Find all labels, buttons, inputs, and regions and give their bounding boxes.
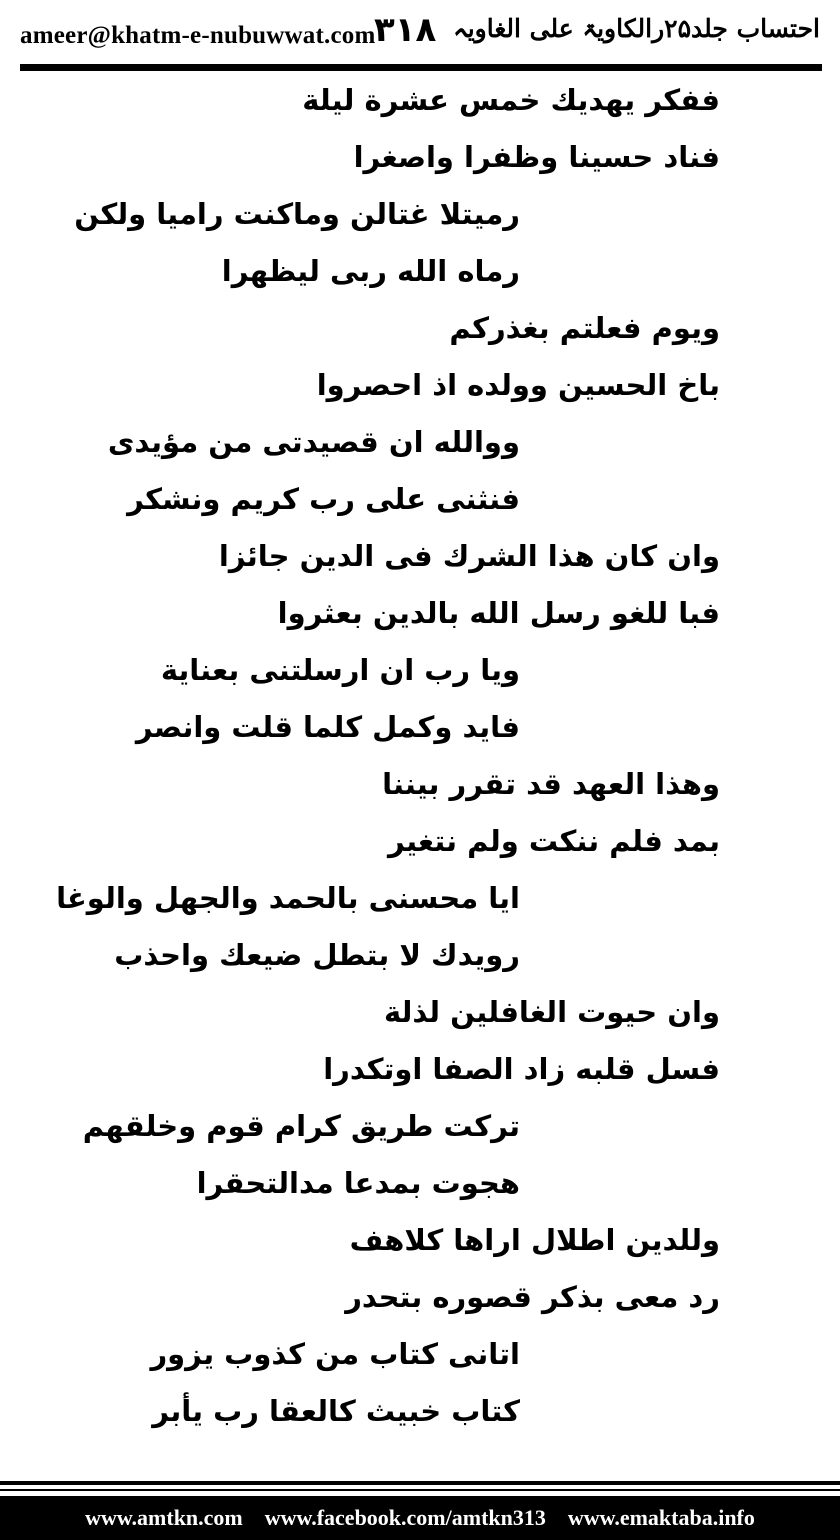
verse-line: هجوت بمدعا مدالتحقرا [196,1166,520,1200]
verse-line: ففكر يهديك خمس عشرة ليلة [302,83,720,117]
footer-link-emaktaba[interactable]: www.emaktaba.info [567,1505,755,1530]
footer-links-bar [0,1496,840,1540]
header-email[interactable]: ameer@khatm-e-nubuwwat.com [20,22,376,49]
verse-line: ايا محسنى بالحمد والجهل والوغا [56,881,520,915]
footer-divider-thin [0,1489,840,1491]
verse-line: باخ الحسين وولده اذ احصروا [316,368,720,402]
footer-link-facebook[interactable]: www.facebook.com/amtkn313 [264,1505,546,1530]
verse-line: رماه الله ربى ليظهرا [221,254,520,288]
verse-line: فناد حسينا وظفرا واصغرا [353,140,720,174]
verse-line: ووالله ان قصيدتى من مؤيدى [107,425,520,459]
verse-line: رميتلا غتالن وماكنت راميا ولكن [74,197,520,231]
page-header [0,0,840,70]
header-divider [20,64,822,71]
verse-line: بمد فلم ننكت ولم نتغير [388,824,720,858]
verse-line: اتانى كتاب من كذوب يزور [150,1337,520,1371]
verse-line: وهذا العهد قد تقرر بيننا [382,767,720,801]
page-number: ۳۱۸ [374,10,437,50]
verse-line: تركت طريق كرام قوم وخلقهم [82,1109,520,1143]
verse-line: ويا رب ان ارسلتنى بعناية [160,653,520,687]
verse-line: وللدين اطلال اراها كلاهف [349,1223,720,1257]
verse-line: وان كان هذا الشرك فى الدين جائزا [218,539,720,573]
verse-line: رد معى بذكر قصوره بتحدر [345,1280,720,1314]
footer-link-amtkn[interactable]: www.amtkn.com [85,1505,243,1530]
verse-line: كتاب خبيث كالعقا رب يأبر [152,1394,520,1428]
verse-line: فايد وكمل كلما قلت وانصر [135,710,520,744]
verse-line: رويدك لا بتطل ضيعك واحذب [114,938,520,972]
verse-line: وان حيوت الغافلين لذلة [383,995,720,1029]
footer-divider [0,1481,840,1485]
verse-line: ويوم فعلتم بغذركم [449,311,720,345]
book-title: احتساب جلد۲۵رالکاویۃ علی الغاویہ [453,14,820,43]
verse-line: فنثنى على رب كريم ونشكر [127,482,520,516]
verse-line: فسل قلبه زاد الصفا اوتكدرا [323,1052,720,1086]
verse-line: فبا للغو رسل الله بالدين بعثروا [277,596,720,630]
